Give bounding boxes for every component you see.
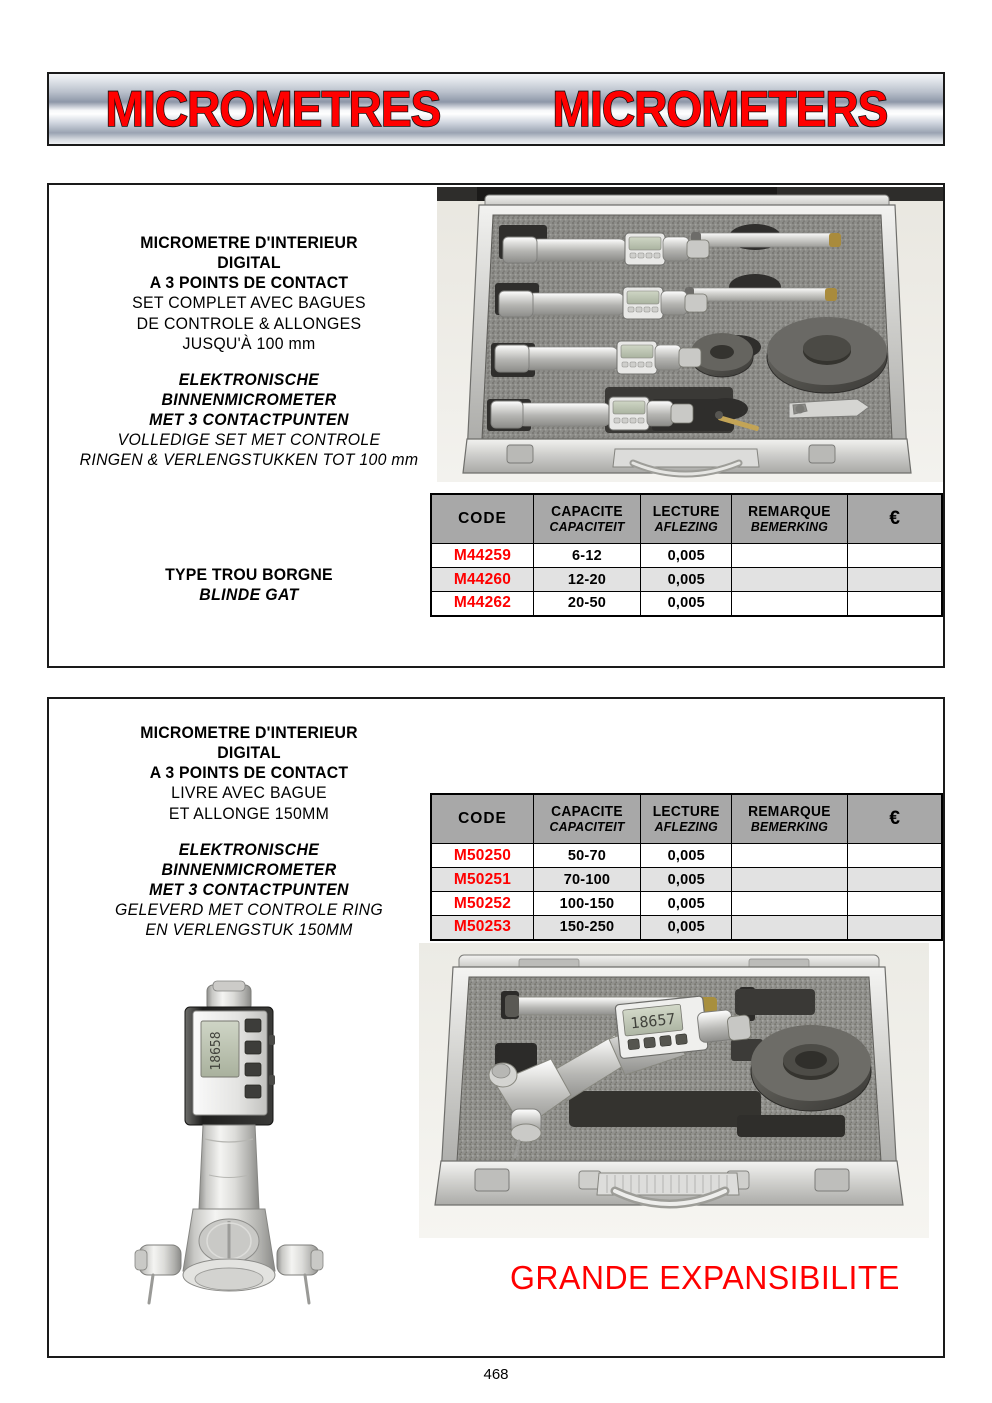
table2-th-price-label: €	[889, 808, 900, 830]
desc1-nl-line3: MET 3 CONTACTPUNTEN	[149, 411, 349, 429]
desc2-nl-line2: BINNENMICROMETER	[161, 860, 337, 879]
desc2-nl-line3: MET 3 CONTACTPUNTEN	[149, 880, 349, 899]
cell-code	[431, 592, 533, 616]
cell-lecture	[640, 544, 732, 568]
product-photo-micrometer-front-view	[109, 979, 349, 1339]
cell-remarque	[732, 568, 848, 592]
desc2-spacer	[59, 824, 439, 840]
product-type-block-1	[59, 565, 439, 605]
cell-capacite-text: 50-70	[567, 847, 606, 864]
cell-code	[431, 544, 533, 568]
svg-text:18657: 18657	[629, 1009, 677, 1033]
table1-th-code-label: CODE	[458, 509, 507, 527]
table1-th-price-label: €	[889, 508, 900, 530]
cell-remarque	[732, 916, 848, 940]
cell-code-text: M50251	[453, 870, 512, 888]
micrometer-front-illustration	[109, 979, 349, 1339]
table1-th-capacite	[533, 494, 640, 544]
table2-th-price	[848, 794, 942, 844]
cell-capacite	[533, 568, 640, 592]
table2-th-lecture-nl: AFLEZING	[654, 818, 718, 834]
cell-capacite-text: 70-100	[563, 871, 611, 888]
desc1-spacer	[59, 354, 439, 370]
type1-fr: TYPE TROU BORGNE	[165, 566, 333, 584]
table1-th-price	[848, 494, 942, 544]
cell-capacite-text: 100-150	[559, 895, 615, 912]
header-title-english: MICROMETERS	[552, 81, 887, 137]
table1-th-lecture-nl: AFLEZING	[654, 518, 718, 534]
table2-th-remarque-nl: BEMERKING	[751, 818, 829, 834]
price-table-large-expansion	[430, 793, 943, 941]
table-row[interactable]	[431, 844, 942, 868]
cell-capacite-text: 12-20	[567, 571, 606, 588]
table1-th-capacite-nl: CAPACITEIT	[549, 518, 625, 534]
cell-remarque	[732, 844, 848, 868]
product-photo-large-micrometer-case	[419, 943, 929, 1238]
cell-capacite-text: 150-250	[559, 919, 615, 936]
table2-th-capacite-nl: CAPACITEIT	[549, 818, 625, 834]
cell-code-text: M50253	[453, 918, 512, 936]
cell-capacite-text: 6-12	[572, 547, 602, 564]
table1-th-remarque	[732, 494, 848, 544]
cell-price	[848, 892, 942, 916]
svg-text:18658: 18658	[209, 1031, 224, 1071]
cell-capacite	[533, 916, 640, 940]
cell-code-text: M44259	[453, 546, 512, 564]
cell-lecture-text: 0,005	[667, 847, 705, 864]
header-title-french: MICROMETRES	[105, 81, 440, 137]
desc2-fr-line1: MICROMETRE D'INTERIEUR	[140, 724, 358, 742]
desc1-fr-line6: JUSQU'À 100 mm	[182, 334, 316, 353]
cell-remarque	[732, 892, 848, 916]
cell-code	[431, 844, 533, 868]
cell-code	[431, 868, 533, 892]
cell-code-text: M44260	[453, 570, 512, 588]
cell-lecture	[640, 892, 732, 916]
table2-header-row	[431, 794, 942, 844]
desc1-nl-line4: VOLLEDIGE SET MET CONTROLE	[117, 431, 381, 450]
table-row[interactable]	[431, 916, 942, 940]
cell-lecture	[640, 916, 732, 940]
grande-expansibilite-caption: GRANDE EXPANSIBILITE	[510, 1259, 900, 1296]
cell-code	[431, 916, 533, 940]
cell-capacite	[533, 892, 640, 916]
cell-price	[848, 544, 942, 568]
cell-remarque	[732, 592, 848, 616]
cell-price	[848, 568, 942, 592]
table1-th-lecture-fr: LECTURE	[652, 503, 720, 520]
desc2-nl-line4: GELEVERD MET CONTROLE RING	[114, 901, 383, 919]
cell-lecture-text: 0,005	[667, 571, 705, 588]
cell-code-text: M50250	[453, 846, 512, 864]
large-micrometer-case-illustration	[419, 943, 929, 1238]
cell-capacite	[533, 592, 640, 616]
cell-remarque	[732, 544, 848, 568]
product-photo-micrometer-set-case	[437, 187, 943, 482]
page-number: 468	[483, 1366, 509, 1383]
desc1-fr-line2: DIGITAL	[217, 254, 281, 273]
table2-th-capacite	[533, 794, 640, 844]
table2-th-lecture-fr: LECTURE	[652, 803, 720, 820]
cell-lecture-text: 0,005	[667, 895, 705, 912]
page-header-banner	[47, 72, 945, 146]
table2-th-capacite-fr: CAPACITE	[551, 803, 623, 820]
product-description-block-2	[59, 723, 439, 940]
table1-header-row	[431, 494, 942, 544]
table-row[interactable]	[431, 868, 942, 892]
desc1-nl-line5: RINGEN & VERLENGSTUKKEN TOT 100 mm	[79, 451, 419, 470]
table2-th-code-label: CODE	[458, 809, 507, 827]
table1-th-remarque-fr: REMARQUE	[748, 503, 832, 520]
desc2-nl-line5: EN VERLENGSTUK 150MM	[145, 921, 353, 940]
desc1-fr-line4: SET COMPLET AVEC BAGUES	[132, 294, 366, 313]
cell-lecture-text: 0,005	[667, 547, 705, 564]
cell-code-text: M50252	[453, 894, 512, 912]
table2-th-lecture	[640, 794, 732, 844]
cell-capacite	[533, 544, 640, 568]
table2-th-remarque-fr: REMARQUE	[748, 803, 832, 820]
desc1-nl-line2: BINNENMICROMETER	[161, 390, 337, 409]
table2-th-remarque	[732, 794, 848, 844]
cell-capacite-text: 20-50	[567, 595, 606, 612]
desc2-fr-line5: ET ALLONGE 150MM	[168, 804, 330, 823]
cell-code	[431, 892, 533, 916]
micrometer-set-illustration	[437, 187, 943, 482]
table2-th-code	[431, 794, 533, 844]
table1-th-capacite-fr: CAPACITE	[551, 503, 623, 520]
table-row[interactable]	[431, 568, 942, 592]
type1-nl: BLINDE GAT	[199, 586, 299, 605]
table1-body	[431, 544, 942, 616]
cell-lecture	[640, 568, 732, 592]
desc1-nl-line1: ELEKTRONISCHE	[178, 370, 320, 389]
cell-lecture-text: 0,005	[667, 919, 705, 936]
cell-code-text: M44262	[453, 594, 512, 612]
desc1-fr-line1: MICROMETRE D'INTERIEUR	[140, 234, 358, 252]
desc2-nl-line1: ELEKTRONISCHE	[178, 840, 320, 859]
desc1-fr-line3: A 3 POINTS DE CONTACT	[149, 274, 349, 293]
cell-lecture-text: 0,005	[667, 871, 705, 888]
table1-th-code	[431, 494, 533, 544]
desc1-fr-line5: DE CONTROLE & ALLONGES	[136, 314, 362, 333]
cell-lecture	[640, 868, 732, 892]
cell-code	[431, 568, 533, 592]
product-panel-large-expansion	[47, 697, 945, 1358]
cell-capacite	[533, 844, 640, 868]
table-row[interactable]	[431, 592, 942, 616]
cell-capacite	[533, 868, 640, 892]
desc2-fr-line3: A 3 POINTS DE CONTACT	[149, 764, 349, 783]
desc2-fr-line4: LIVRE AVEC BAGUE	[171, 784, 327, 803]
table1-th-remarque-nl: BEMERKING	[751, 518, 829, 534]
cell-remarque	[732, 868, 848, 892]
table2-body	[431, 844, 942, 940]
cell-lecture	[640, 592, 732, 616]
cell-lecture	[640, 844, 732, 868]
cell-price	[848, 868, 942, 892]
product-description-block-1	[59, 233, 439, 470]
cell-price	[848, 916, 942, 940]
table-row[interactable]	[431, 544, 942, 568]
price-table-blind-hole	[430, 493, 943, 617]
product-panel-blind-hole	[47, 183, 945, 668]
cell-lecture-text: 0,005	[667, 595, 705, 612]
desc2-fr-line2: DIGITAL	[217, 744, 281, 763]
cell-price	[848, 844, 942, 868]
cell-price	[848, 592, 942, 616]
table-row[interactable]	[431, 892, 942, 916]
table1-th-lecture	[640, 494, 732, 544]
